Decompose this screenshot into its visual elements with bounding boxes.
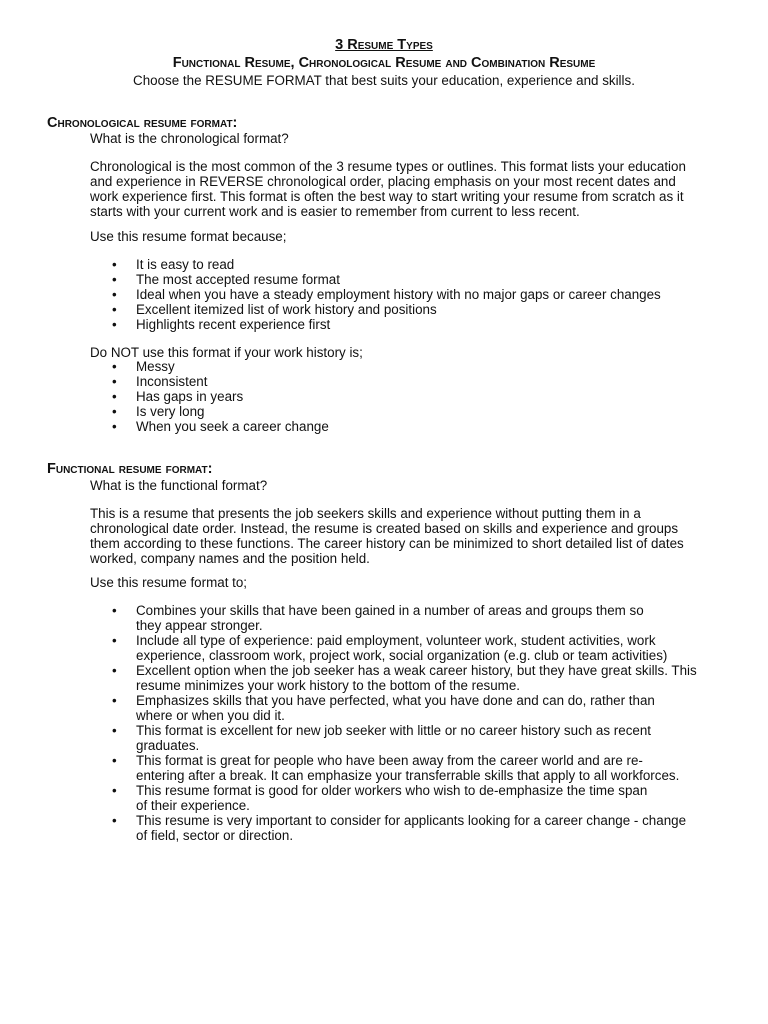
list-item-line: • Emphasizes skills that you have perfected, what you have done and can do, rather than [136, 693, 655, 708]
description-line: them according to these functions. The career history can be minimized to short detailed list of dates [90, 536, 684, 551]
list-item: • Highlights recent experience first [90, 317, 720, 332]
list-item: • Inconsistent [90, 374, 720, 389]
functional-use-list [90, 603, 720, 843]
list-item-line: of field, sector or direction. [136, 828, 294, 843]
functional-use-intro: Use this resume format to; [90, 575, 248, 590]
list-item-line: • Include all type of experience: paid employment, volunteer work, student activities, work [136, 633, 656, 648]
description-line: work experience first. This format is often the best way to start writing your resume from scratch as it [90, 189, 684, 204]
chronological-heading: Chronological resume format: [47, 115, 238, 131]
chronological-use-list [90, 257, 720, 332]
list-item-line: they appear stronger. [136, 618, 263, 633]
list-item [90, 813, 720, 843]
description-line: This is a resume that presents the job seekers skills and experience without putting them in a [90, 506, 641, 521]
functional-heading: Functional resume format: [47, 461, 213, 477]
list-item [90, 753, 720, 783]
chronological-description [90, 159, 720, 219]
list-item-line: resume minimizes your work history to the bottom of the resume. [136, 678, 521, 693]
functional-description [90, 506, 720, 566]
list-item [90, 693, 720, 723]
chronological-dont-intro: Do NOT use this format if your work history is; [90, 345, 363, 360]
list-item-line: • This format is great for people who have been away from the career world and are re- [136, 753, 643, 768]
list-item: • Excellent itemized list of work history and positions [90, 302, 720, 317]
list-item-line: • Excellent option when the job seeker has a weak career history, but they have great skills. This [136, 663, 697, 678]
list-item: • Messy [90, 359, 720, 374]
list-item: • It is easy to read [90, 257, 720, 272]
description-line: starts with your current work and is easier to remember from current to less recent. [90, 204, 580, 219]
list-item: • The most accepted resume format [90, 272, 720, 287]
list-item-line: • This format is excellent for new job seeker with little or no career history such as recent [136, 723, 652, 738]
functional-question: What is the functional format? [90, 478, 268, 493]
list-item-line: entering after a break. It can emphasize your transferrable skills that apply to all workforces. [136, 768, 680, 783]
list-item-line: • Combines your skills that have been gained in a number of areas and groups them so [136, 603, 644, 618]
document-title: 3 Resume Types [335, 37, 433, 53]
chronological-dont-list [90, 359, 720, 434]
list-item: • Ideal when you have a steady employment history with no major gaps or career changes [90, 287, 720, 302]
list-item-line: graduates. [136, 738, 200, 753]
list-item-line: • This resume is very important to consider for applicants looking for a career change - change [136, 813, 687, 828]
chronological-use-intro: Use this resume format because; [90, 229, 287, 244]
description-line: worked, company names and the position held. [90, 551, 370, 566]
list-item-line: where or when you did it. [136, 708, 285, 723]
list-item: • Is very long [90, 404, 720, 419]
list-item-line: • This resume format is good for older workers who wish to de-emphasize the time span [136, 783, 648, 798]
list-item: • When you seek a career change [90, 419, 720, 434]
list-item [90, 663, 720, 693]
list-item: • Has gaps in years [90, 389, 720, 404]
list-item [90, 633, 720, 663]
document-subtitle: Functional Resume, Chronological Resume and Combination Resume [172, 55, 596, 71]
description-line: Chronological is the most common of the 3 resume types or outlines. This format lists your education [90, 159, 686, 174]
list-item [90, 723, 720, 753]
chronological-question: What is the chronological format? [90, 131, 289, 146]
list-item [90, 783, 720, 813]
list-item-line: of their experience. [136, 798, 250, 813]
description-line: chronological date order. Instead, the resume is created based on skills and experience and groups [90, 521, 679, 536]
description-line: and experience in REVERSE chronological order, placing emphasis on your most recent dates and [90, 174, 676, 189]
list-item [90, 603, 720, 633]
document-intro: Choose the RESUME FORMAT that best suits your education, experience and skills. [133, 73, 635, 88]
list-item-line: experience, classroom work, project work, social organization (e.g. club or team activities) [136, 648, 668, 663]
